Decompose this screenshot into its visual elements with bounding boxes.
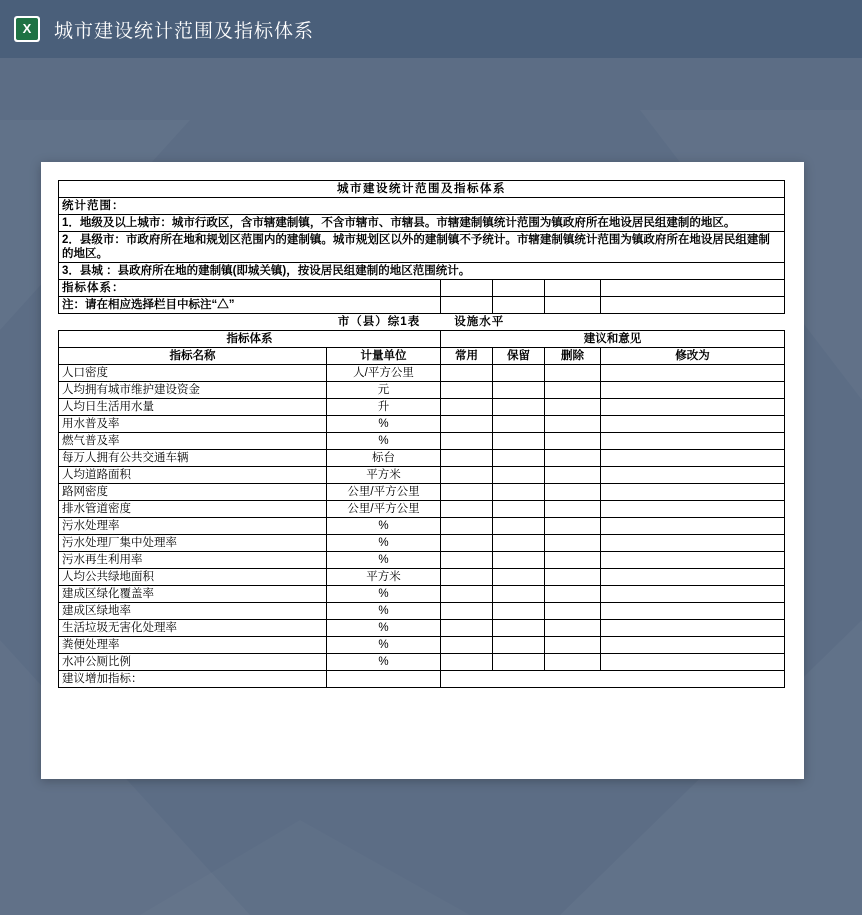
suggest-add-unit-cell[interactable] [327,671,441,688]
cell-modify[interactable] [601,501,785,518]
band-title-left: 市（县）综1表 [337,316,421,328]
table-row [59,518,785,535]
cell-common[interactable] [441,501,493,518]
indicator-unit: 元 [327,382,441,399]
cell-keep[interactable] [493,569,545,586]
column-header-common: 常用 [441,348,493,365]
indicator-unit: 公里/平方公里 [327,484,441,501]
cell-common[interactable] [441,382,493,399]
index-system-label: 指标体系： [59,280,441,297]
indicator-unit: 平方米 [327,569,441,586]
indicator-unit: % [327,535,441,552]
suggest-add-label: 建议增加指标： [59,671,327,688]
table-row-scope-2 [59,232,785,263]
cell-keep[interactable] [493,620,545,637]
cell-modify[interactable] [601,467,785,484]
index-label-filler-4 [601,280,785,297]
indicator-name: 污水处理率 [59,518,327,535]
cell-delete[interactable] [545,501,601,518]
column-header-name: 指标名称 [59,348,327,365]
cell-common[interactable] [441,603,493,620]
indicator-unit: % [327,552,441,569]
cell-delete[interactable] [545,569,601,586]
cell-delete[interactable] [545,416,601,433]
cell-delete[interactable] [545,382,601,399]
cell-keep[interactable] [493,518,545,535]
indicator-name: 燃气普及率 [59,433,327,450]
cell-modify[interactable] [601,620,785,637]
column-header-unit: 计量单位 [327,348,441,365]
cell-keep[interactable] [493,450,545,467]
table-row [59,450,785,467]
cell-modify[interactable] [601,637,785,654]
indicator-name: 建成区绿化覆盖率 [59,586,327,603]
cell-modify[interactable] [601,569,785,586]
column-header-keep: 保留 [493,348,545,365]
cell-delete[interactable] [545,450,601,467]
index-label-filler-2 [493,280,545,297]
cell-delete[interactable] [545,518,601,535]
indicator-name: 人均拥有城市维护建设资金 [59,382,327,399]
cell-keep[interactable] [493,501,545,518]
cell-delete[interactable] [545,603,601,620]
indicator-name: 建成区绿地率 [59,603,327,620]
cell-common[interactable] [441,569,493,586]
band-title-right: 设施水平 [454,316,505,328]
indicator-name: 生活垃圾无害化处理率 [59,620,327,637]
table-row [59,433,785,450]
table-row [59,637,785,654]
table-row [59,603,785,620]
table-row [59,467,785,484]
excel-icon-letter: X [16,18,38,40]
cell-modify[interactable] [601,433,785,450]
table-row [59,484,785,501]
table-row-scope-3 [59,263,785,280]
table-row-scope-1 [59,215,785,232]
cell-common[interactable] [441,637,493,654]
index-label-filler-1 [441,280,493,297]
cell-modify[interactable] [601,603,785,620]
cell-keep[interactable] [493,654,545,671]
indicator-name: 粪便处理率 [59,637,327,654]
window-titlebar [0,0,862,58]
note-text: 注：请在相应选择栏目中标注“△” [59,297,441,314]
indicator-name: 人口密度 [59,365,327,382]
indicator-name: 污水再生利用率 [59,552,327,569]
cell-keep[interactable] [493,382,545,399]
window-title: 城市建设统计范围及指标体系 [54,20,315,42]
indicator-unit: 公里/平方公里 [327,501,441,518]
indicator-unit: % [327,416,441,433]
cell-delete[interactable] [545,637,601,654]
indicator-name: 人均公共绿地面积 [59,569,327,586]
note-filler-2 [493,297,545,314]
cell-common[interactable] [441,484,493,501]
table-row [59,399,785,416]
indicator-name: 人均道路面积 [59,467,327,484]
table-row-suggest-add [59,671,785,688]
indicator-name: 水冲公厕比例 [59,654,327,671]
cell-modify[interactable] [601,535,785,552]
statistics-table [58,180,785,314]
cell-keep[interactable] [493,535,545,552]
cell-modify[interactable] [601,365,785,382]
table-row [59,654,785,671]
cell-keep[interactable] [493,467,545,484]
indicator-table [58,330,785,688]
indicator-name: 每万人拥有公共交通车辆 [59,450,327,467]
cell-modify[interactable] [601,416,785,433]
table-row-title [59,181,785,198]
cell-common[interactable] [441,433,493,450]
cell-keep[interactable] [493,603,545,620]
note-filler-1 [441,297,493,314]
indicator-unit: % [327,433,441,450]
document-title: 城市建设统计范围及指标体系 [59,181,785,198]
cell-common[interactable] [441,654,493,671]
cell-modify[interactable] [601,450,785,467]
indicator-unit: % [327,620,441,637]
cell-keep[interactable] [493,416,545,433]
cell-delete[interactable] [545,433,601,450]
cell-delete[interactable] [545,467,601,484]
cell-delete[interactable] [545,620,601,637]
cell-common[interactable] [441,518,493,535]
table-row [59,586,785,603]
cell-keep[interactable] [493,399,545,416]
cell-keep[interactable] [493,484,545,501]
cell-delete[interactable] [545,586,601,603]
cell-keep[interactable] [493,586,545,603]
scope-line-3: 3．县城 ：县政府所在地的建制镇(即城关镇)，按设居民组建制的地区范围统计。 [59,263,785,280]
cell-modify[interactable] [601,382,785,399]
indicator-unit: % [327,586,441,603]
band-title [58,314,784,330]
table-row-scope-label [59,198,785,215]
cell-modify[interactable] [601,484,785,501]
note-filler-3 [545,297,601,314]
scope-line-2: 2．县级市：市政府所在地和规划区范围内的建制镇。城市规划区以外的建制镇不予统计。市辖建制镇统计范围为镇政府所在地设居民组建制的地区。 [59,232,785,263]
indicator-unit: % [327,654,441,671]
cell-common[interactable] [441,552,493,569]
table-row-index-label [59,280,785,297]
cell-modify[interactable] [601,399,785,416]
cell-delete[interactable] [545,399,601,416]
indicator-table-header [59,331,785,348]
cell-modify[interactable] [601,552,785,569]
cell-common[interactable] [441,416,493,433]
cell-modify[interactable] [601,586,785,603]
table-row [59,382,785,399]
cell-common[interactable] [441,467,493,484]
table-row-band-title [58,314,784,330]
indicator-name: 排水管道密度 [59,501,327,518]
table-row [59,365,785,382]
note-filler-4 [601,297,785,314]
table-row [59,552,785,569]
cell-modify[interactable] [601,654,785,671]
indicator-name: 路网密度 [59,484,327,501]
scope-line-1: 1．地级及以上城市：城市行政区，含市辖建制镇，不含市辖市、市辖县。市辖建制镇统计范围为镇政府所在地设居民组建制的地区。 [59,215,785,232]
table-row [59,535,785,552]
indicator-unit: 人/平方公里 [327,365,441,382]
header-left: 指标体系 [59,331,441,348]
indicator-unit: 平方米 [327,467,441,484]
indicator-unit: % [327,637,441,654]
indicator-unit: % [327,603,441,620]
document-sheet [41,162,804,779]
cell-delete[interactable] [545,654,601,671]
indicator-name: 人均日生活用水量 [59,399,327,416]
indicator-name: 用水普及率 [59,416,327,433]
cell-common[interactable] [441,535,493,552]
cell-delete[interactable] [545,535,601,552]
cell-keep[interactable] [493,552,545,569]
column-header-modify: 修改为 [601,348,785,365]
cell-keep[interactable] [493,365,545,382]
cell-modify[interactable] [601,518,785,535]
table-row [59,620,785,637]
cell-delete[interactable] [545,484,601,501]
cell-common[interactable] [441,450,493,467]
indicator-unit: 标台 [327,450,441,467]
cell-keep[interactable] [493,637,545,654]
cell-common[interactable] [441,620,493,637]
cell-common[interactable] [441,399,493,416]
indicator-unit: % [327,518,441,535]
indicator-table-subheader [59,348,785,365]
band-title-table [58,314,784,330]
table-row [59,569,785,586]
cell-common[interactable] [441,586,493,603]
cell-keep[interactable] [493,433,545,450]
table-row-note [59,297,785,314]
cell-delete[interactable] [545,365,601,382]
suggest-add-comment-cell[interactable] [441,671,785,688]
cell-delete[interactable] [545,552,601,569]
table-row [59,416,785,433]
excel-icon [14,16,40,42]
indicator-name: 污水处理厂集中处理率 [59,535,327,552]
table-row [59,501,785,518]
column-header-delete: 删除 [545,348,601,365]
index-label-filler-3 [545,280,601,297]
cell-common[interactable] [441,365,493,382]
scope-label: 统计范围： [59,198,785,215]
indicator-unit: 升 [327,399,441,416]
header-right: 建议和意见 [441,331,785,348]
